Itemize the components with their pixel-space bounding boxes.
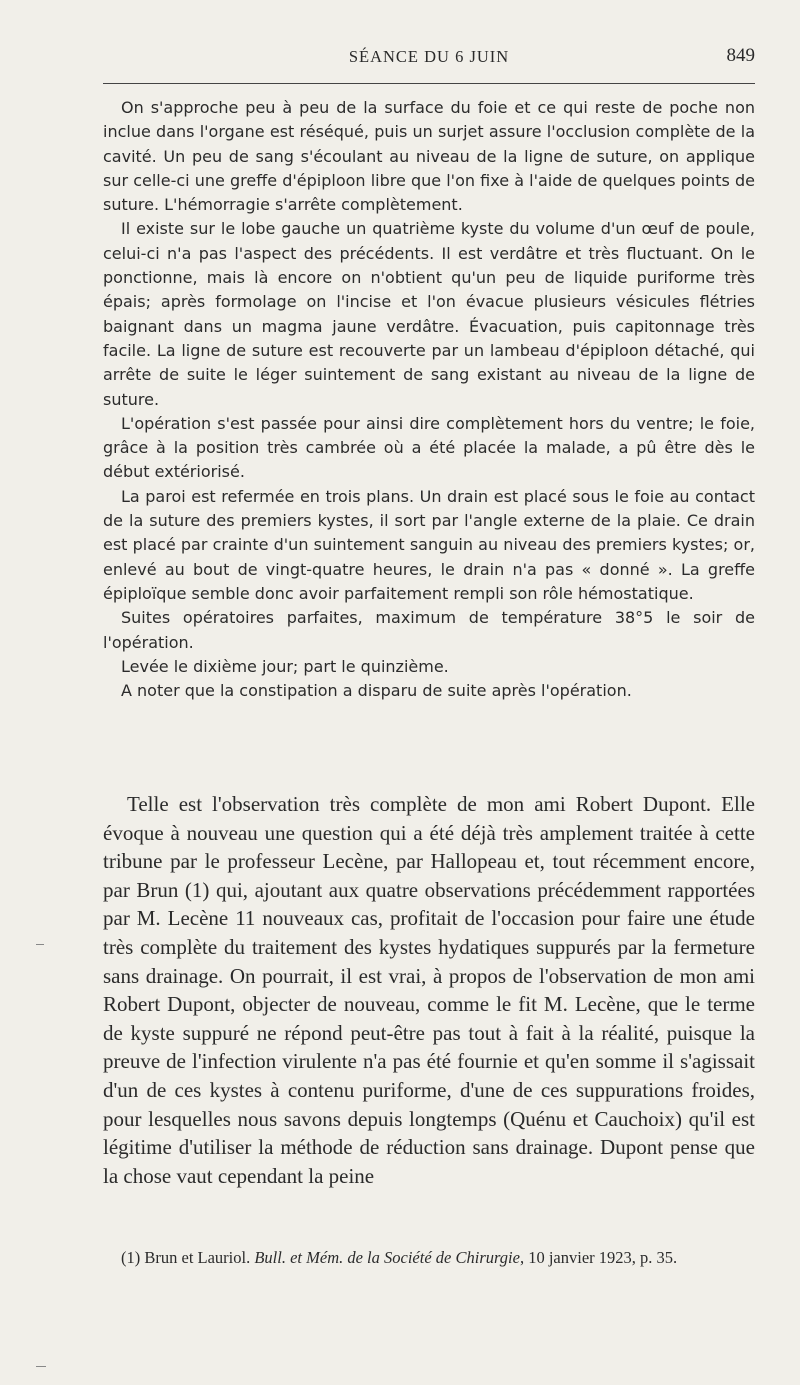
- paragraph: Levée le dixième jour; part le quinzième.: [121, 656, 449, 676]
- running-head: [103, 47, 755, 71]
- case-report-text: [103, 96, 755, 703]
- paragraph: L'opération s'est passée pour ainsi dire complètement hors du ventre; le foie, grâce à la position très cambrée où a été placée la malade, a pû être dès le début extériorisé.: [103, 413, 755, 482]
- page-number: 849: [726, 45, 755, 66]
- footnote-text: [103, 1245, 755, 1270]
- footnote: [103, 1245, 755, 1270]
- running-title: SÉANCE DU 6 JUIN: [348, 47, 510, 66]
- paragraph: Suites opératoires parfaites, maximum de température 38°5 le soir de l'opération.: [103, 608, 755, 652]
- footnote-citation: , 10 janvier 1923, p. 35.: [519, 1248, 678, 1267]
- footnote-journal: Bull. et Mém. de la Société de Chirurgie: [254, 1248, 520, 1267]
- paragraph: On s'approche peu à peu de la surface du foie et ce qui reste de poche non inclue dans l'organe est réséqué, puis un surjet assure l'occlusion complète de la cavité. Un peu de sang s'écoulant au niveau de la ligne de suture, on applique sur celle-ci une greffe d'épiploon libre que l'on fixe à l'aide de quelques points de suture. L'hémorragie s'arrête complètement.: [103, 98, 755, 215]
- footnote-authors: (1) Brun et Lauriol.: [121, 1248, 255, 1267]
- commentary-text: [103, 790, 755, 1190]
- margin-mark: [36, 944, 44, 945]
- paragraph: A noter que la constipation a disparu de suite après l'opération.: [121, 681, 632, 701]
- paragraph: Telle est l'observation très complète de mon ami Robert Dupont. Elle évoque à nouveau une question qui a été déjà très amplement traitée à cette tribune par le professeur Lecène, par Hallopeau et, tout récemment encore, par Brun (1) qui, ajoutant aux quatre observations précédemment rapportées par M. Lecène 11 nouveaux cas, profitait de l'occasion pour faire une étude très complète du traitement des kystes hydatiques suppurés par la fermeture sans drainage. On pourrait, il est vrai, à propos de l'observation de mon ami Robert Dupont, objecter de nouveau, comme le fit M. Lecène, que le terme de kyste suppuré ne répond peut-être pas tout à fait à la réalité, puisque la preuve de l'infection virulente n'a pas été fournie et qu'en somme il s'agissait d'un de ces kystes à contenu puriforme, d'une de ces suppurations froides, pour lesquelles nous savons depuis longtemps (Quénu et Cauchoix) qu'il est légitime d'utiliser la méthode de réduction sans drainage. Dupont pense que la chose vaut cependant la peine: [103, 792, 755, 1188]
- header-rule: [103, 83, 755, 84]
- paragraph: Il existe sur le lobe gauche un quatrième kyste du volume d'un œuf de poule, celui-ci n'a pas l'aspect des précédents. Il est verdâtre et très fluctuant. On le ponctionne, mais là encore on n'obtient qu'un peu de liquide puriforme très épais; après formolage on l'incise et l'on évacue plusieurs vésicules flétries baignant dans un magma jaune verdâtre. Évacuation, puis capitonnage très facile. La ligne de suture est recouverte par un lambeau d'épiploon détaché, qui arrête de suite le léger suintement de sang existant au niveau de la ligne de suture.: [103, 219, 755, 409]
- margin-mark: [36, 1366, 46, 1367]
- paragraph: La paroi est refermée en trois plans. Un drain est placé sous le foie au contact de la suture des premiers kystes, il sort par l'angle externe de la plaie. Ce drain est placé par crainte d'un suintement sanguin au niveau des premiers kystes; or, enlevé au bout de vingt-quatre heures, le drain n'a pas « donné ». La greffe épiploïque semble donc avoir parfaitement rempli son rôle hémostatique.: [103, 486, 755, 603]
